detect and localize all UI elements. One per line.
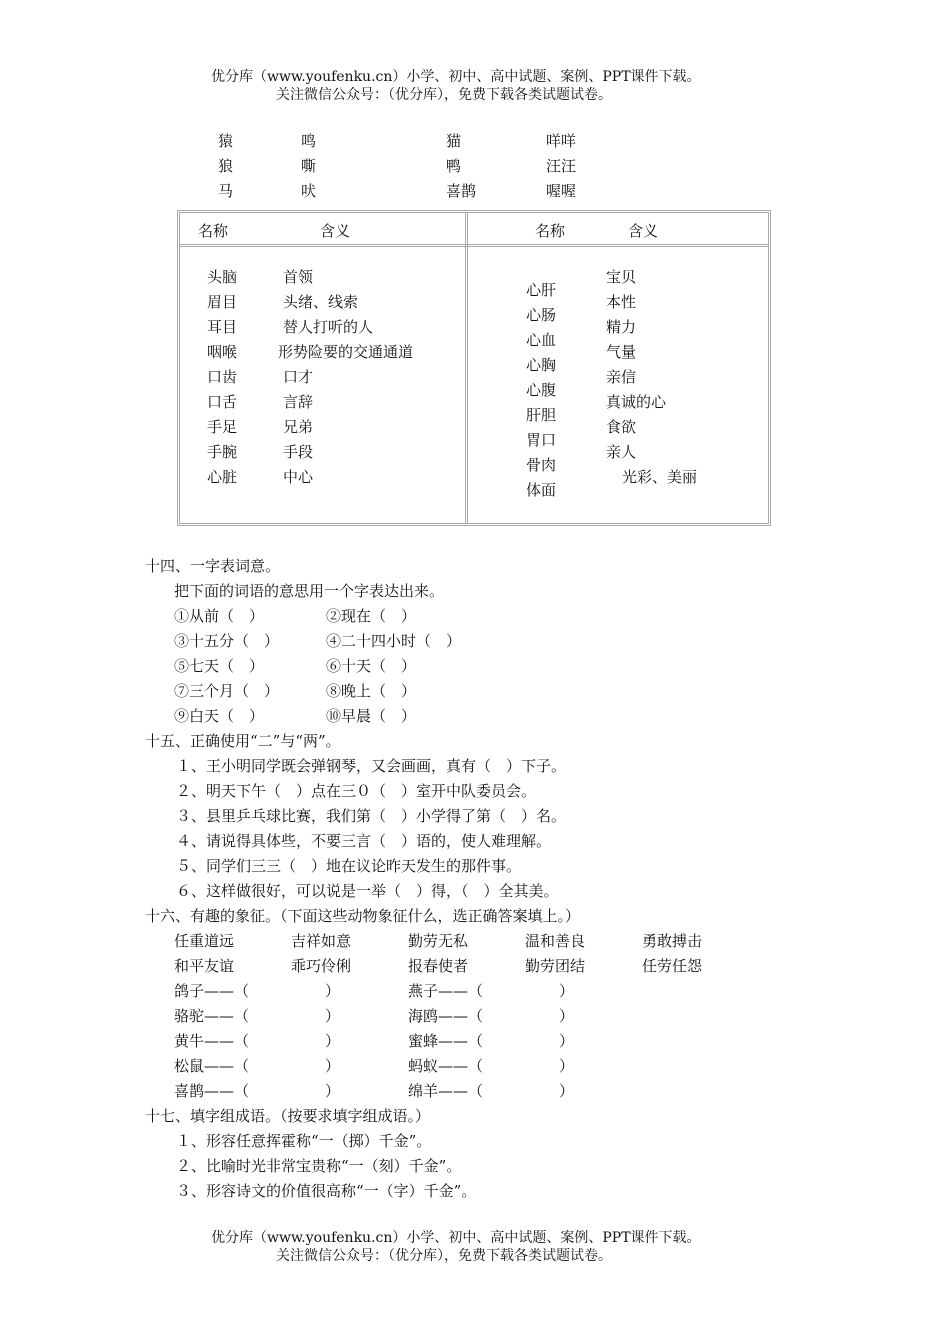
s14-item-10: ⑩早晨（ ） [326,707,417,725]
list-item: 手腕 [207,443,238,461]
animal-blank: 鸽子——（ [174,982,250,1000]
list-item: 精力 [606,318,637,336]
list-item: 食欲 [606,418,637,436]
list-item: 口舌 [207,393,238,411]
animal-blank: 蚂蚁——（ [408,1057,484,1075]
sound-left-3: 吠 [301,182,317,200]
s14-item-6: ⑥十天（ ） [326,657,417,675]
list-item: 形势险要的交通通道 [278,343,414,361]
s15-item-2: ２、明天下午（ ）点在三０（ ）室开中队委员会。 [176,782,537,800]
list-item: 气量 [606,343,637,361]
list-item: 心腹 [526,381,557,399]
s17-item-3: ３、形容诗文的价值很高称“一（字）千金”。 [176,1182,477,1200]
list-item: 心胸 [526,356,557,374]
option: 吉祥如意 [291,932,352,950]
list-item: 言辞 [283,393,314,411]
animal-blank: 喜鹊——（ [174,1082,250,1100]
list-item: 眉目 [207,293,238,311]
s14-item-3: ③十五分（ ） [174,632,280,650]
s14-item-8: ⑧晚上（ ） [326,682,417,700]
list-item: 真诚的心 [606,393,667,411]
option: 任劳任怨 [642,957,703,975]
list-item: 首领 [283,268,314,286]
animal-right-1: 猫 [446,132,462,150]
footer-line-2: 关注微信公众号：（优分库），免费下载各类试题试卷。 [276,1248,612,1264]
option: 报春使者 [408,957,469,975]
right-header-meaning: 含义 [628,222,659,240]
option: 乖巧伶俐 [291,957,352,975]
option: 温和善良 [525,932,586,950]
animal-blank: 骆驼——（ [174,1007,250,1025]
close-paren: ） [559,1057,575,1075]
close-paren: ） [559,982,575,1000]
close-paren: ） [559,1032,575,1050]
left-header-name: 名称 [198,222,229,240]
s17-item-2: ２、比喻时光非常宝贵称“一（刻）千金”。 [176,1157,462,1175]
animal-right-3: 喜鹊 [446,182,477,200]
list-item: 体面 [526,481,557,499]
option: 任重道远 [174,932,235,950]
s14-item-1: ①从前（ ） [174,607,265,625]
list-item: 替人打听的人 [283,318,374,336]
option: 和平友谊 [174,957,235,975]
table-header-divider [180,244,768,247]
animal-right-2: 鸭 [446,157,462,175]
animal-blank: 燕子——（ [408,982,484,1000]
close-paren: ） [325,982,341,1000]
list-item: 中心 [283,468,314,486]
header-line-1: 优分库（www.youfenku.cn）小学、初中、高中试题、案例、PPT课件下载。 [211,69,701,85]
s15-item-4: ４、请说得具体些，不要三言（ ）语的，使人难理解。 [176,832,552,850]
animal-blank: 绵羊——（ [408,1082,484,1100]
list-item: 心脏 [207,468,238,486]
s15-item-6: ６、这样做很好，可以说是一举（ ）得，（ ）全其美。 [176,882,559,900]
s15-item-5: ５、同学们三三（ ）地在议论昨天发生的那件事。 [176,857,522,875]
list-item: 手足 [207,418,238,436]
s14-item-5: ⑤七天（ ） [174,657,265,675]
list-item: 手段 [283,443,314,461]
list-item: 耳目 [207,318,238,336]
left-names-column [207,265,237,490]
header-line-2: 关注微信公众号：（优分库），免费下载各类试题试卷。 [276,87,612,103]
close-paren: ） [325,1082,341,1100]
list-item: 亲人 [606,443,637,461]
list-item: 骨肉 [526,456,557,474]
sound-left-1: 鸣 [301,132,317,150]
animal-blank: 海鸥——（ [408,1007,484,1025]
list-item: 头脑 [207,268,238,286]
sound-left-2: 嘶 [301,157,317,175]
option: 勤劳无私 [408,932,469,950]
footer-line-1: 优分库（www.youfenku.cn）小学、初中、高中试题、案例、PPT课件下载。 [211,1230,701,1246]
list-item: 宝贝 [606,268,637,286]
option: 勤劳团结 [525,957,586,975]
left-header-meaning: 含义 [320,222,351,240]
list-item: 胃口 [526,431,557,449]
close-paren: ） [325,1007,341,1025]
list-item: 头绪、线索 [283,293,359,311]
close-paren: ） [325,1032,341,1050]
word-meaning-table [177,210,771,526]
list-item: 口才 [283,368,314,386]
right-names-column [526,278,556,503]
left-meanings-column [278,265,414,490]
s15-item-3: ３、县里乒乓球比赛，我们第（ ）小学得了第（ ）名。 [176,807,567,825]
animal-left-2: 狼 [218,157,234,175]
s17-item-1: １、形容任意挥霍称“一（掷）千金”。 [176,1132,432,1150]
animal-left-1: 猿 [218,132,234,150]
table-column-divider [465,213,468,523]
close-paren: ） [559,1007,575,1025]
list-item: 兄弟 [283,418,314,436]
right-header-name: 名称 [535,222,566,240]
s14-item-9: ⑨白天（ ） [174,707,265,725]
list-item: 亲信 [606,368,637,386]
section-14-instruction: 把下面的词语的意思用一个字表达出来。 [174,582,445,600]
list-item: 心血 [526,331,557,349]
sound-right-3: 喔喔 [546,182,577,200]
s15-item-1: １、王小明同学既会弹钢琴，又会画画，真有（ ）下子。 [176,757,567,775]
s14-item-4: ④二十四小时（ ） [326,632,462,650]
sound-right-2: 汪汪 [546,157,577,175]
animal-blank: 黄牛——（ [174,1032,250,1050]
section-15-title: 十五、正确使用“二”与“两”。 [145,732,341,750]
animal-blank: 松鼠——（ [174,1057,250,1075]
list-item: 肝胆 [526,406,557,424]
list-item: 咽喉 [207,343,238,361]
list-item: 心肠 [526,306,557,324]
close-paren: ） [325,1057,341,1075]
s14-item-2: ②现在（ ） [326,607,417,625]
option: 勇敢搏击 [642,932,703,950]
list-item: 本性 [606,293,637,311]
close-paren: ） [559,1082,575,1100]
right-meanings-column [606,265,697,490]
section-14-title: 十四、一字表词意。 [145,557,281,575]
animal-left-3: 马 [218,182,234,200]
list-item: 心肝 [526,281,557,299]
animal-blank: 蜜蜂——（ [408,1032,484,1050]
section-17-title: 十七、填字组成语。（按要求填字组成语。） [145,1107,431,1125]
sound-right-1: 咩咩 [546,132,577,150]
list-item: 口齿 [207,368,238,386]
s14-item-7: ⑦三个月（ ） [174,682,280,700]
list-item: 光彩、美丽 [622,468,698,486]
section-16-title: 十六、有趣的象征。（下面这些动物象征什么，选正确答案填上。） [145,907,581,925]
